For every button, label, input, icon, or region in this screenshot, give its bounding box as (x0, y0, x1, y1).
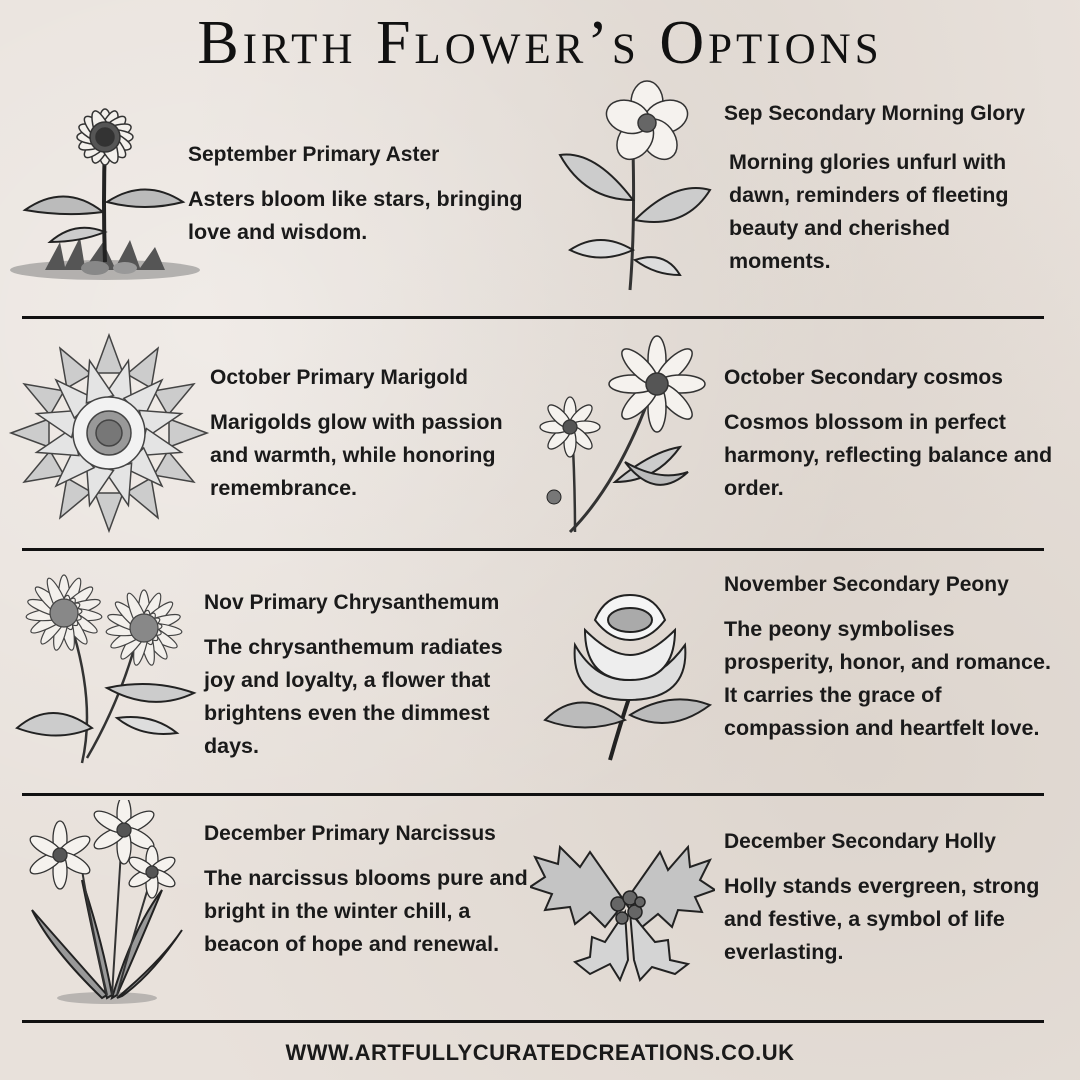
marigold-illustration (8, 332, 210, 534)
entry-december-secondary (724, 830, 1054, 969)
peony-illustration (540, 585, 718, 765)
entry-september-primary (188, 143, 548, 249)
divider (22, 316, 1044, 319)
divider (22, 793, 1044, 796)
entry-text: Asters bloom like stars, bringing love and wisdom. (188, 187, 523, 244)
website-url: WWW.ARTFULLYCURATEDCREATIONS.CO.UK (285, 1040, 795, 1065)
entry-october-secondary (724, 366, 1054, 505)
aster-illustration (5, 92, 200, 287)
divider (22, 548, 1044, 551)
divider (22, 1020, 1044, 1023)
entry-heading: Sep Secondary Morning Glory (724, 102, 1026, 125)
entry-text: Marigolds glow with passion and warmth, while honoring remembrance. (210, 410, 503, 500)
entry-heading: December Secondary Holly (724, 830, 996, 853)
entry-text: Holly stands evergreen, strong and festive, a symbol of life everlasting. (724, 874, 1040, 964)
entry-heading: December Primary Narcissus (204, 822, 496, 845)
entry-november-secondary (724, 573, 1054, 745)
entry-october-primary (210, 366, 530, 505)
entry-text: The narcissus blooms pure and bright in the winter chill, a beacon of hope and renewal. (204, 866, 528, 956)
entry-heading: November Secondary Peony (724, 573, 1009, 596)
entry-text: Cosmos blossom in perfect harmony, reflecting balance and order. (724, 410, 1053, 500)
entry-heading: October Secondary cosmos (724, 366, 1003, 389)
entry-november-primary (204, 591, 534, 763)
page-title: Birth Flower’s Options (197, 9, 883, 77)
entry-text: The chrysanthemum radiates joy and loyalty, a flower that brightens even the dimmest days. (204, 635, 503, 758)
entry-december-primary (204, 822, 534, 961)
narcissus-illustration (22, 800, 187, 1010)
holly-illustration (530, 832, 715, 982)
entry-heading: October Primary Marigold (210, 366, 468, 389)
entry-september-secondary (724, 102, 1054, 278)
cosmos-illustration (530, 332, 715, 537)
entry-heading: September Primary Aster (188, 143, 440, 166)
entry-text: The peony symbolises prosperity, honor, and romance. It carries the grace of compassion and heartfelt love. (724, 617, 1051, 740)
entry-heading: Nov Primary Chrysanthemum (204, 591, 500, 614)
morning-glory-illustration (555, 80, 720, 295)
chrysanthemum-illustration (12, 568, 202, 768)
entry-text: Morning glories unfurl with dawn, reminders of fleeting beauty and cherished moments. (729, 150, 1009, 273)
